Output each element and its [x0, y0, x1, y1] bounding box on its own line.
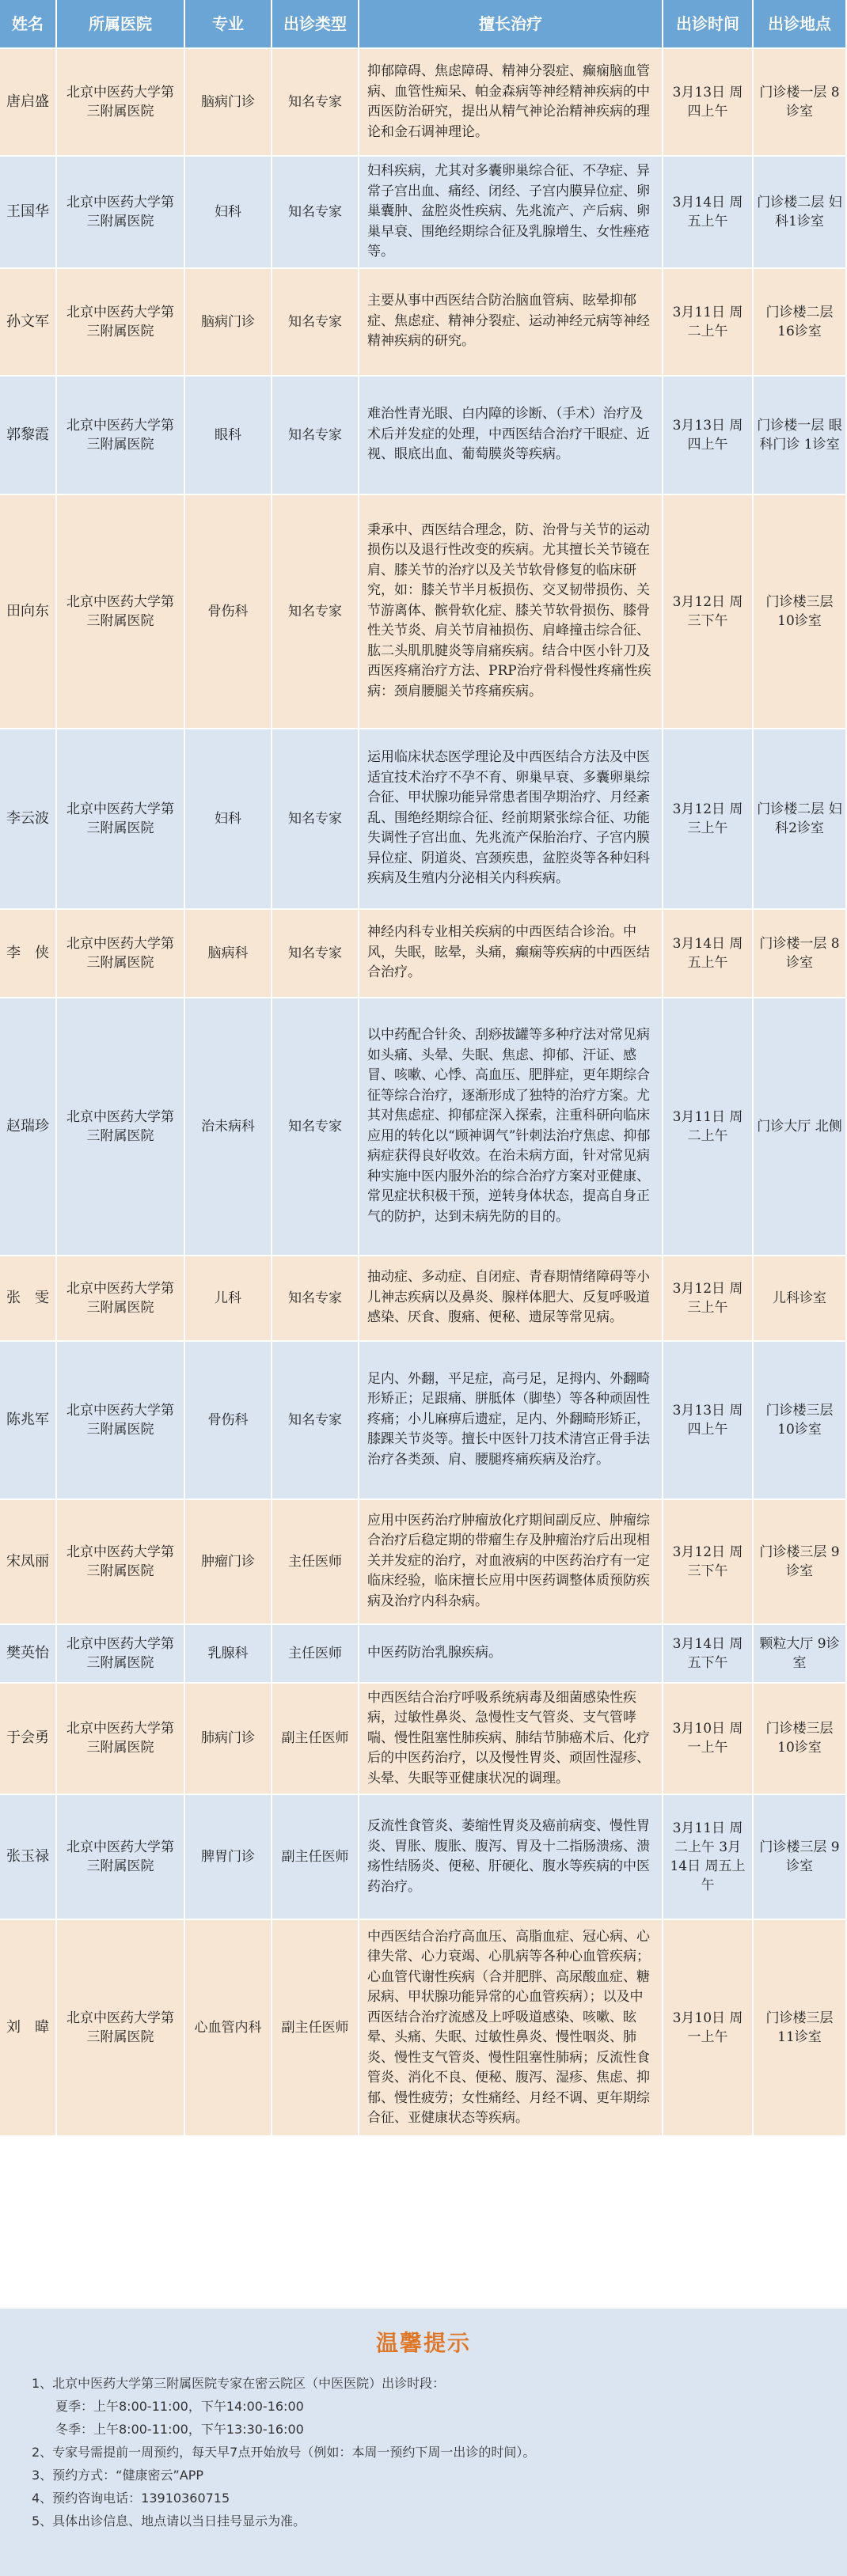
- doctor-place: 门诊楼一层 眼科门诊 1诊室: [754, 377, 847, 495]
- table-row: [0, 1920, 847, 2137]
- doctor-hospital: 北京中医药大学第三附属医院: [57, 1342, 185, 1500]
- doctor-type: 副主任医师: [272, 1920, 359, 2137]
- doctor-hospital: 北京中医药大学第三附属医院: [57, 269, 185, 377]
- doctor-time: 3月12日 周三上午: [663, 1256, 754, 1342]
- tips-panel: [0, 2309, 847, 2576]
- header-dept: 专业: [185, 0, 272, 49]
- doctor-specialty: 运用临床状态医学理论及中西医结合方法及中医适宜技术治疗不孕不育、卵巢早衰、多囊卵巢综合征、甲状腺功能异常患者围孕期治疗、月经紊乱、围绝经期综合征、经前期紧张综合征、功能失调性子宫出血、先兆流产保胎治疗、子宫内膜异位症、阴道炎、宫颈疾患，盆腔炎等各种妇科疾病及生殖内分泌相关内科疾病。: [359, 729, 663, 910]
- doctor-hospital: 北京中医药大学第三附属医院: [57, 1256, 185, 1342]
- doctor-place: 门诊楼三层 10诊室: [754, 495, 847, 729]
- doctor-specialty: 中医药防治乳腺疾病。: [359, 1625, 663, 1684]
- doctor-dept: 妇科: [185, 729, 272, 910]
- doctor-place: 门诊楼三层 9诊室: [754, 1795, 847, 1920]
- doctor-hospital: 北京中医药大学第三附属医院: [57, 729, 185, 910]
- doctor-hospital: 北京中医药大学第三附属医院: [57, 1684, 185, 1796]
- doctor-time: 3月13日 周四上午: [663, 377, 754, 495]
- doctor-name: 赵瑞珍: [0, 998, 57, 1256]
- table-row: [0, 910, 847, 998]
- doctor-hospital: 北京中医药大学第三附属医院: [57, 910, 185, 998]
- table-row: [0, 157, 847, 269]
- table-row: [0, 377, 847, 495]
- doctor-type: 知名专家: [272, 1256, 359, 1342]
- doctor-dept: 治未病科: [185, 998, 272, 1256]
- doctor-specialty: 以中药配合针灸、刮痧拔罐等多种疗法对常见病如头痛、头晕、失眠、焦虑、抑郁、汗证、感冒、咳嗽、心悸、高血压、肥胖症，更年期综合征等综合治疗，逐渐形成了独特的治疗方案。尤其对焦虑症、抑郁症深入探索，注重科研向临床应用的转化以“顾神调气”针刺法治疗焦虑、抑郁病症获得良好收效。在治未病方面，针对常见病种实施中医内服外治的综合治疗方案对亚健康、常见症状积极干预，逆转身体状态，提高自身正气的防护，达到未病先防的目的。: [359, 998, 663, 1256]
- doctor-place: 门诊楼二层 妇科1诊室: [754, 157, 847, 269]
- doctor-name: 田向东: [0, 495, 57, 729]
- doctor-dept: 肺病门诊: [185, 1684, 272, 1796]
- doctor-specialty: 足内、外翻，平足症，高弓足，足拇内、外翻畸形矫正；足跟痛、胼胝体（脚垫）等各种顽固性疼痛；小儿麻痹后遗症，足内、外翻畸形矫正，膝踝关节炎等。擅长中医针刀技术清宫正骨手法治疗各类颈、肩、腰腿疼痛疾病及治疗。: [359, 1342, 663, 1500]
- doctor-name: 张玉禄: [0, 1795, 57, 1920]
- doctor-dept: 脾胃门诊: [185, 1795, 272, 1920]
- doctor-hospital: 北京中医药大学第三附属医院: [57, 1625, 185, 1684]
- doctor-name: 郭黎霞: [0, 377, 57, 495]
- doctor-time: 3月13日 周四上午: [663, 49, 754, 157]
- doctor-dept: 儿科: [185, 1256, 272, 1342]
- tips-title: 温馨提示: [375, 2330, 471, 2356]
- doctor-specialty: 神经内科专业相关疾病的中西医结合诊治。中风，失眠，眩晕，头痛，癫痫等疾病的中西医结合治疗。: [359, 910, 663, 998]
- doctor-time: 3月11日 周二上午: [663, 269, 754, 377]
- doctor-hospital: 北京中医药大学第三附属医院: [57, 49, 185, 157]
- doctor-place: 门诊大厅 北侧: [754, 998, 847, 1256]
- doctor-hospital: 北京中医药大学第三附属医院: [57, 495, 185, 729]
- tips-line: 1、北京中医药大学第三附属医院专家在密云院区（中医医院）出诊时段：: [32, 2376, 446, 2391]
- doctor-place: 门诊楼三层 10诊室: [754, 1684, 847, 1796]
- doctor-specialty: 应用中医药治疗肿瘤放化疗期间副反应、肿瘤综合治疗后稳定期的带瘤生存及肿瘤治疗后出现相关并发症的治疗，对血液病的中医药治疗有一定临床经验，临床擅长应用中医药调整体质预防疾病及治疗内科杂病。: [359, 1500, 663, 1625]
- doctor-dept: 骨伤科: [185, 495, 272, 729]
- doctor-type: 知名专家: [272, 157, 359, 269]
- table-row: [0, 998, 847, 1256]
- doctor-hospital: 北京中医药大学第三附属医院: [57, 1795, 185, 1920]
- table-row: [0, 495, 847, 729]
- doctor-type: 知名专家: [272, 998, 359, 1256]
- doctor-dept: 骨伤科: [185, 1342, 272, 1500]
- doctor-time: 3月14日 周五上午: [663, 157, 754, 269]
- doctor-name: 宋凤丽: [0, 1500, 57, 1625]
- doctor-hospital: 北京中医药大学第三附属医院: [57, 157, 185, 269]
- table-header-row: [0, 0, 847, 49]
- doctor-type: 知名专家: [272, 1342, 359, 1500]
- header-place: 出诊地点: [754, 0, 847, 49]
- doctor-specialty: 抑郁障碍、焦虑障碍、精神分裂症、癫痫脑血管病、血管性痴呆、帕金森病等神经精神疾病的中西医防治研究，提出从精气神论治精神疾病的理论和金石调神理论。: [359, 49, 663, 157]
- doctor-type: 知名专家: [272, 910, 359, 998]
- doctor-dept: 乳腺科: [185, 1625, 272, 1684]
- doctor-name: 孙文军: [0, 269, 57, 377]
- doctor-dept: 脑病科: [185, 910, 272, 998]
- header-specialty: 擅长治疗: [359, 0, 663, 49]
- tips-line: 2、专家号需提前一周预约，每天早7点开始放号（例如：本周一预约下周一出诊的时间）。: [32, 2445, 536, 2460]
- doctor-name: 李云波: [0, 729, 57, 910]
- doctor-dept: 眼科: [185, 377, 272, 495]
- doctor-specialty: 难治性青光眼、白内障的诊断、（手术）治疗及术后并发症的处理，中西医结合治疗干眼症、近视、眼底出血、葡萄膜炎等疾病。: [359, 377, 663, 495]
- doctor-dept: 脑病门诊: [185, 269, 272, 377]
- doctor-time: 3月10日 周一上午: [663, 1684, 754, 1796]
- doctor-name: 樊英怡: [0, 1625, 57, 1684]
- doctor-type: 副主任医师: [272, 1795, 359, 1920]
- doctor-time: 3月12日 周三下午: [663, 495, 754, 729]
- doctor-name: 刘 暐: [0, 1920, 57, 2137]
- doctor-hospital: 北京中医药大学第三附属医院: [57, 998, 185, 1256]
- doctor-time: 3月12日 周三上午: [663, 729, 754, 910]
- doctor-type: 知名专家: [272, 49, 359, 157]
- doctor-dept: 心血管内科: [185, 1920, 272, 2137]
- table-row: [0, 1625, 847, 1684]
- header-type: 出诊类型: [272, 0, 359, 49]
- doctor-place: 门诊楼一层 8诊室: [754, 910, 847, 998]
- tips-line: 冬季：上午8:00-11:00，下午13:30-16:00: [55, 2422, 304, 2437]
- doctor-place: 儿科诊室: [754, 1256, 847, 1342]
- doctor-name: 张 雯: [0, 1256, 57, 1342]
- doctor-place: 门诊楼一层 8诊室: [754, 49, 847, 157]
- doctor-specialty: 主要从事中西医结合防治脑血管病、眩晕抑郁症、焦虑症、精神分裂症、运动神经元病等神经精神疾病的研究。: [359, 269, 663, 377]
- table-row: [0, 729, 847, 910]
- doctor-specialty: 秉承中、西医结合理念，防、治骨与关节的运动损伤以及退行性改变的疾病。尤其擅长关节镜在肩、膝关节的治疗以及关节软骨修复的临床研究，如：膝关节半月板损伤、交叉韧带损伤、关节游离体、髌骨软化症、膝关节软骨损伤、膝骨性关节炎、肩关节肩袖损伤、肩峰撞击综合征、肱二头肌肌腱炎等肩痛疾病。结合中医小针刀及西医疼痛治疗方法、PRP治疗骨科慢性疼痛性疾病：颈肩腰腿关节疼痛疾病。: [359, 495, 663, 729]
- doctor-time: 3月13日 周四上午: [663, 1342, 754, 1500]
- doctor-type: 主任医师: [272, 1625, 359, 1684]
- doctor-name: 李 侠: [0, 910, 57, 998]
- tips-line: 4、预约咨询电话：13910360715: [32, 2491, 230, 2506]
- doctor-place: 门诊楼三层 11诊室: [754, 1920, 847, 2137]
- doctor-place: 门诊楼三层 9诊室: [754, 1500, 847, 1625]
- doctor-place: 门诊楼二层 妇科2诊室: [754, 729, 847, 910]
- tips-line: 夏季：上午8:00-11:00，下午14:00-16:00: [55, 2399, 304, 2414]
- doctor-type: 知名专家: [272, 377, 359, 495]
- doctor-name: 唐启盛: [0, 49, 57, 157]
- doctor-name: 陈兆军: [0, 1342, 57, 1500]
- doctor-type: 主任医师: [272, 1500, 359, 1625]
- doctor-name: 于会勇: [0, 1684, 57, 1796]
- doctor-specialty: 中西医结合治疗呼吸系统病毒及细菌感染性疾病，过敏性鼻炎、急慢性支气管炎、支气管哮喘、慢性阻塞性肺疾病、肺结节肺癌术后、化疗后的中医药治疗，以及慢性胃炎、顽固性湿疹、头晕、失眠等亚健康状况的调理。: [359, 1684, 663, 1796]
- doctor-specialty: 妇科疾病，尤其对多囊卵巢综合征、不孕症、异常子宫出血、痛经、闭经、子宫内膜异位症、卵巢囊肿、盆腔炎性疾病、先兆流产、产后病、卵巢早衰、围绝经期综合征及乳腺增生、女性痤疮等。: [359, 157, 663, 269]
- table-row: [0, 269, 847, 377]
- doctor-time: 3月10日 周一上午: [663, 1920, 754, 2137]
- doctor-hospital: 北京中医药大学第三附属医院: [57, 377, 185, 495]
- doctor-time: 3月14日 周五上午: [663, 910, 754, 998]
- doctor-place: 门诊楼三层 10诊室: [754, 1342, 847, 1500]
- doctor-time: 3月14日 周五下午: [663, 1625, 754, 1684]
- doctor-name: 王国华: [0, 157, 57, 269]
- tips-line: 5、具体出诊信息、地点请以当日挂号显示为准。: [32, 2513, 306, 2529]
- doctor-place: 颗粒大厅 9诊室: [754, 1625, 847, 1684]
- table-row: [0, 1342, 847, 1500]
- doctor-time: 3月11日 周二上午 3月14日 周五上午: [663, 1795, 754, 1920]
- doctor-dept: 妇科: [185, 157, 272, 269]
- doctor-type: 副主任医师: [272, 1684, 359, 1796]
- header-name: 姓名: [0, 0, 57, 49]
- doctor-hospital: 北京中医药大学第三附属医院: [57, 1500, 185, 1625]
- doctor-time: 3月11日 周二上午: [663, 998, 754, 1256]
- table-row: [0, 49, 847, 157]
- doctor-time: 3月12日 周三下午: [663, 1500, 754, 1625]
- doctor-hospital: 北京中医药大学第三附属医院: [57, 1920, 185, 2137]
- doctor-type: 知名专家: [272, 495, 359, 729]
- table-row: [0, 1500, 847, 1625]
- doctor-type: 知名专家: [272, 729, 359, 910]
- table-row: [0, 1684, 847, 1796]
- header-hospital: 所属医院: [57, 0, 185, 49]
- doctor-type: 知名专家: [272, 269, 359, 377]
- doctor-specialty: 反流性食管炎、萎缩性胃炎及癌前病变、慢性胃炎、胃胀、腹胀、腹泻、胃及十二指肠溃疡、溃疡性结肠炎、便秘、肝硬化、腹水等疾病的中医药治疗。: [359, 1795, 663, 1920]
- doctor-dept: 肿瘤门诊: [185, 1500, 272, 1625]
- doctor-specialty: 中西医结合治疗高血压、高脂血症、冠心病、心律失常、心力衰竭、心肌病等各种心血管疾病；心血管代谢性疾病（合并肥胖、高尿酸血症、糖尿病、甲状腺功能异常的心血管疾病）；以及中西医结合治疗流感及上呼吸道感染、咳嗽、眩晕、头痛、失眠、过敏性鼻炎、慢性咽炎、肺炎、慢性支气管炎、慢性阻塞性肺病；反流性食管炎、消化不良、便秘、腹泻、湿疹、焦虑、抑郁、慢性疲劳；女性痛经、月经不调、更年期综合征、亚健康状态等疾病。: [359, 1920, 663, 2137]
- doctor-specialty: 抽动症、多动症、自闭症、青春期情绪障碍等小儿神志疾病以及鼻炎、腺样体肥大、反复呼吸道感染、厌食、腹痛、便秘、遗尿等常见病。: [359, 1256, 663, 1342]
- header-time: 出诊时间: [663, 0, 754, 49]
- tips-line: 3、预约方式：“健康密云”APP: [32, 2468, 204, 2483]
- doctor-place: 门诊楼二层 16诊室: [754, 269, 847, 377]
- table-row: [0, 1795, 847, 1920]
- doctor-dept: 脑病门诊: [185, 49, 272, 157]
- table-row: [0, 1256, 847, 1342]
